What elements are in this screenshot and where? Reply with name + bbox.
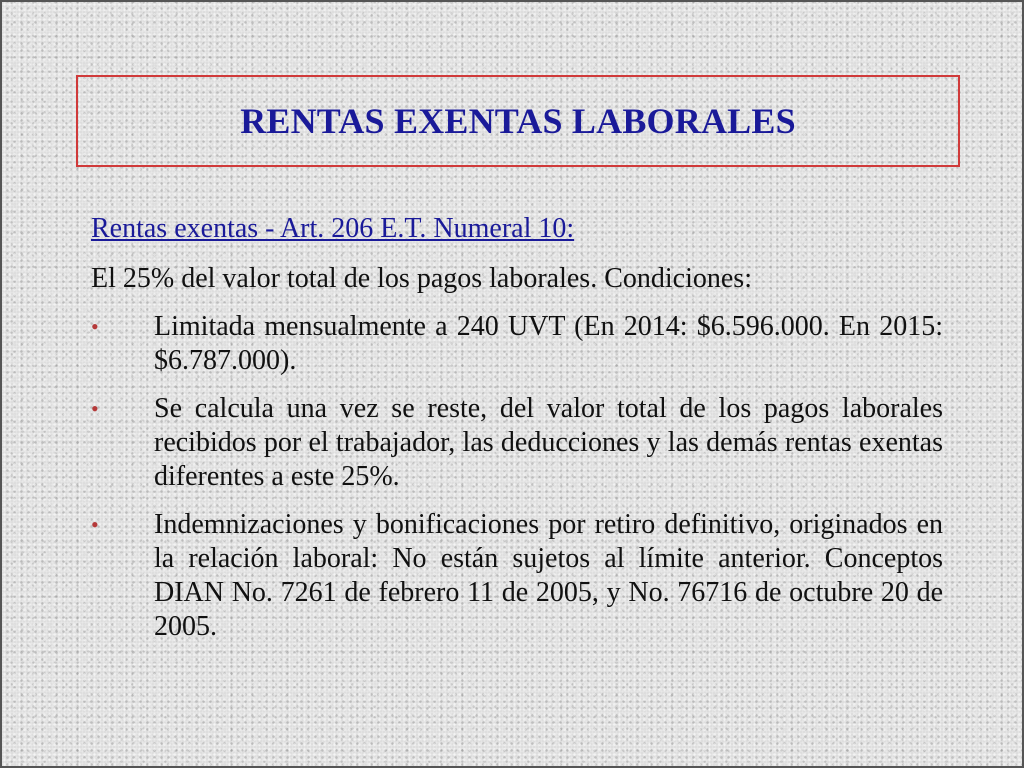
bullet-dot-icon: • bbox=[91, 314, 99, 339]
intro-text: El 25% del valor total de los pagos laborales. Condiciones: bbox=[91, 263, 752, 294]
bullet-item bbox=[91, 310, 943, 378]
bullet-item bbox=[91, 392, 943, 494]
slide-content bbox=[91, 212, 943, 658]
section-subtitle: Rentas exentas - Art. 206 E.T. Numeral 10: bbox=[91, 213, 575, 244]
bullet-dot-icon: • bbox=[91, 512, 99, 537]
bullet-dot-icon: • bbox=[91, 396, 99, 421]
bullet-text: Indemnizaciones y bonificaciones por retiro definitivo, originados en la relación laboral: No están sujetos al límite anterior. Conceptos DIAN No. 7261 de febrero 11 de 2005, y No. 76716 de octubre 20 de 2005. bbox=[154, 509, 943, 642]
bullet-text: Se calcula una vez se reste, del valor total de los pagos laborales recibidos por el trabajador, las deducciones y las demás rentas exentas diferentes a este 25%. bbox=[154, 393, 943, 492]
bullet-item bbox=[91, 508, 943, 644]
slide-title: RENTAS EXENTAS LABORALES bbox=[240, 101, 796, 141]
bullet-list bbox=[91, 310, 943, 644]
bullet-text: Limitada mensualmente a 240 UVT (En 2014: $6.596.000. En 2015: $6.787.000). bbox=[154, 311, 943, 376]
title-box bbox=[76, 75, 960, 167]
